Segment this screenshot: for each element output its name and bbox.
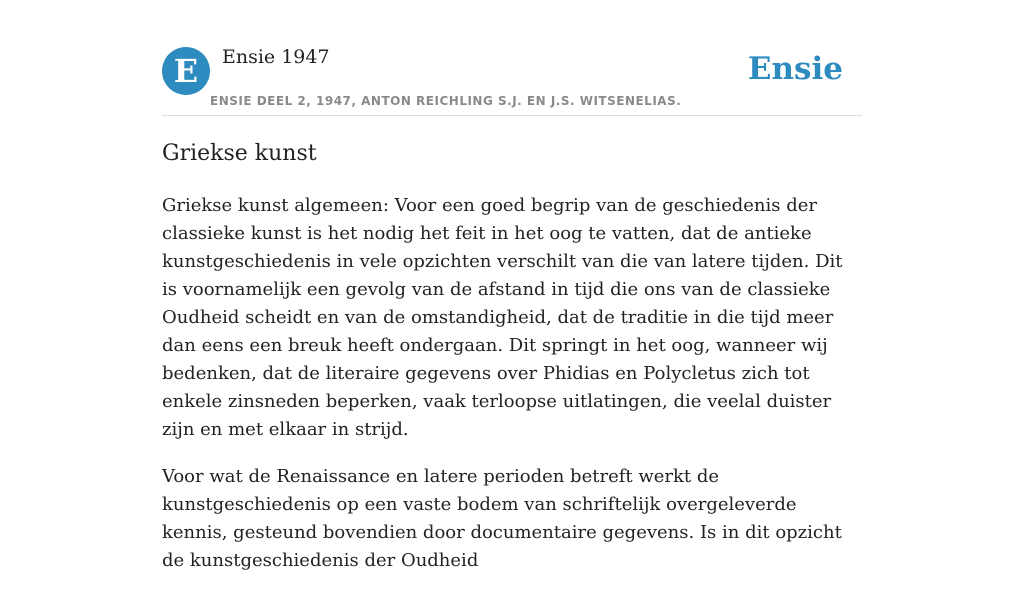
page-container — [162, 0, 862, 571]
book-subtitle: ENSIE DEEL 2, 1947, ANTON REICHLING S.J. EN J.S. WITSENELIAS. — [210, 94, 682, 108]
book-title[interactable]: Ensie 1947 — [222, 46, 330, 68]
brand-logo[interactable]: Ensie — [747, 51, 843, 87]
article-title: Griekse kunst — [162, 141, 317, 166]
article-content — [162, 192, 862, 594]
page-header — [162, 0, 862, 116]
book-logo-icon[interactable]: E — [162, 47, 210, 95]
article-paragraph: Griekse kunst algemeen: Voor een goed begrip van de geschiedenis der classieke kunst is het nodig het feit in het oog te vatten, dat de antieke kunstgeschiedenis in vele opzichten verschilt van die van latere tijden. Dit is voornamelijk een gevolg van de afstand in tijd die ons van de classieke Oudheid scheidt en van de omstandigheid, dat de traditie in die tijd meer dan eens een breuk heeft ondergaan. Dit springt in het oog, wanneer wij bedenken, dat de literaire gegevens over Phidias en Polycletus zich tot enkele zinsneden beperken, vaak terloopse uitlatingen, die veelal duister zijn en met elkaar in strijd. — [162, 195, 843, 440]
article-paragraph: Voor wat de Renaissance en latere perioden betreft werkt de kunstgeschiedenis op een vaste bodem van schriftelijk overgeleverde kennis, gesteund bovendien door documentaire gegevens. Is in dit opzicht de kunstgeschiedenis der Oudheid — [162, 466, 842, 571]
